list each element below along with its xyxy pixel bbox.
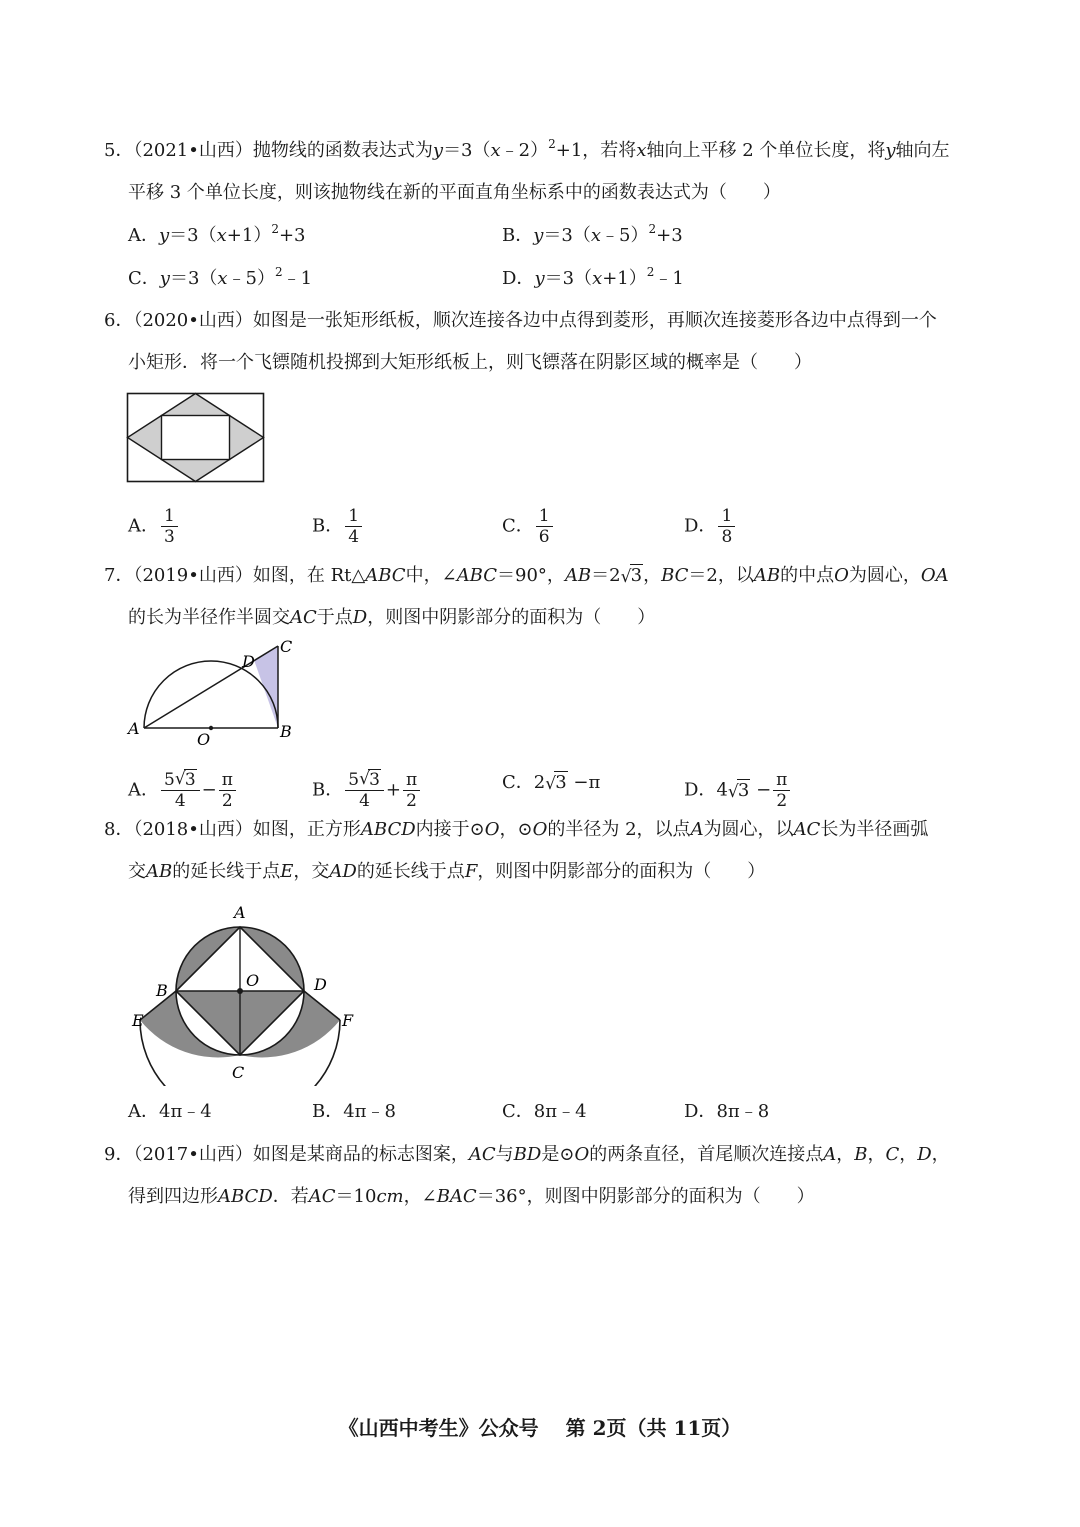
- q7-label-b: B: [280, 722, 292, 741]
- q7-label-a: A: [128, 719, 140, 738]
- q7-option-a[interactable]: A． $\frac{5√ 3}{4}$ − $\frac{\pi}{2}$: [128, 770, 238, 811]
- page-footer: 《山西中考生》公众号 第 2页（共 11页）: [338, 1416, 742, 1440]
- q8-label-c: C: [232, 1063, 245, 1082]
- q8-option-c[interactable]: C．8π﹣4: [502, 1101, 587, 1122]
- q8-label-b: B: [156, 981, 168, 1000]
- q8-line2: 交AB的延长线于点E，交AD的延长线于点F，则图中阴影部分的面积为（ ）: [128, 861, 766, 882]
- q5-option-c[interactable]: C．y＝3（x﹣5）$^2$﹣1: [128, 265, 313, 289]
- q7-semicircle-arc: [144, 661, 278, 728]
- q7-option-d[interactable]: D．4√ 3 − $\frac{\pi}{2}$: [684, 770, 792, 811]
- q8-label-f: F: [342, 1011, 354, 1030]
- q8-circle-figure: [128, 896, 368, 1086]
- q8-label-a: A: [234, 903, 246, 922]
- q7-label-c: C: [280, 637, 293, 656]
- q6-option-d[interactable]: D． $\frac{1}{8}$: [684, 506, 737, 547]
- q6-option-c[interactable]: C． $\frac{1}{6}$: [502, 506, 555, 547]
- q8-label-e: E: [132, 1011, 144, 1030]
- q6-inner-rectangle: [162, 416, 230, 460]
- q7-line1: 7．（2019•山西）如图，在 Rt△ABC中，∠ABC＝90°，AB＝2√ 3，BC＝2，以AB的中点O为圆心，OA: [104, 563, 949, 589]
- q7-line2: 的长为半径作半圆交AC于点D，则图中阴影部分的面积为（ ）: [128, 607, 656, 628]
- q8-line1: 8．（2018•山西）如图，正方形ABCD内接于⊙O，⊙O的半径为 2，以点A为圆心，以AC长为半径画弧: [104, 819, 929, 840]
- q7-label-o: O: [197, 730, 211, 748]
- q7-semicircle-figure: [124, 636, 294, 748]
- q5-option-a[interactable]: A．$y=3(x+1)^2+3$: [128, 222, 306, 246]
- q5-option-d[interactable]: D．$y=3(x+1)^2﹣1$: [502, 265, 684, 289]
- q5-line2: 平移 3 个单位长度，则该抛物线在新的平面直角坐标系中的函数表达式为（ ）: [128, 182, 781, 203]
- q5-line1: 5．（2021•山西）抛物线的函数表达式为y＝3（x﹣2）$^2$+1，若将x轴向上平移 2 个单位长度，将y轴向左: [104, 137, 950, 161]
- q6-line1: 6．（2020•山西）如图是一张矩形纸板，顺次连接各边中点得到菱形，再顺次连接菱形各边中点得到一个: [104, 310, 937, 331]
- q9-line1: 9．（2017•山西）如图是某商品的标志图案，AC与BD是⊙O的两条直径，首尾顺次连接点A，B，C，D，: [104, 1144, 950, 1165]
- q8-center-o: [237, 988, 243, 994]
- q5-option-b[interactable]: B．y＝3（x﹣5）$^2$+3: [502, 222, 683, 246]
- q7-option-b[interactable]: B． $\frac{5√ 3}{4}$ + $\frac{\pi}{2}$: [312, 770, 422, 811]
- q8-option-d[interactable]: D．8π﹣8: [684, 1101, 770, 1122]
- q8-option-b[interactable]: B．4π﹣8: [312, 1101, 396, 1122]
- q9-line2: 得到四边形ABCD．若AC＝10cm，∠BAC＝36°，则图中阴影部分的面积为（ ）: [128, 1186, 815, 1207]
- q7-line-ac: [144, 646, 278, 728]
- q8-label-o: O: [246, 971, 260, 990]
- q8-label-d: D: [314, 975, 327, 994]
- q6-line2: 小矩形．将一个飞镖随机投掷到大矩形纸板上，则飞镖落在阴影区域的概率是（ ）: [128, 352, 812, 373]
- q7-label-d: D: [242, 652, 255, 671]
- q6-rectangle-figure: [126, 392, 266, 484]
- q6-option-b[interactable]: B． $\frac{1}{4}$: [312, 506, 364, 547]
- q7-option-c[interactable]: C．2√ 3 −π: [502, 770, 600, 796]
- q6-option-a[interactable]: A． $\frac{1}{3}$: [128, 506, 180, 547]
- q8-option-a[interactable]: A．4π﹣4: [128, 1101, 212, 1122]
